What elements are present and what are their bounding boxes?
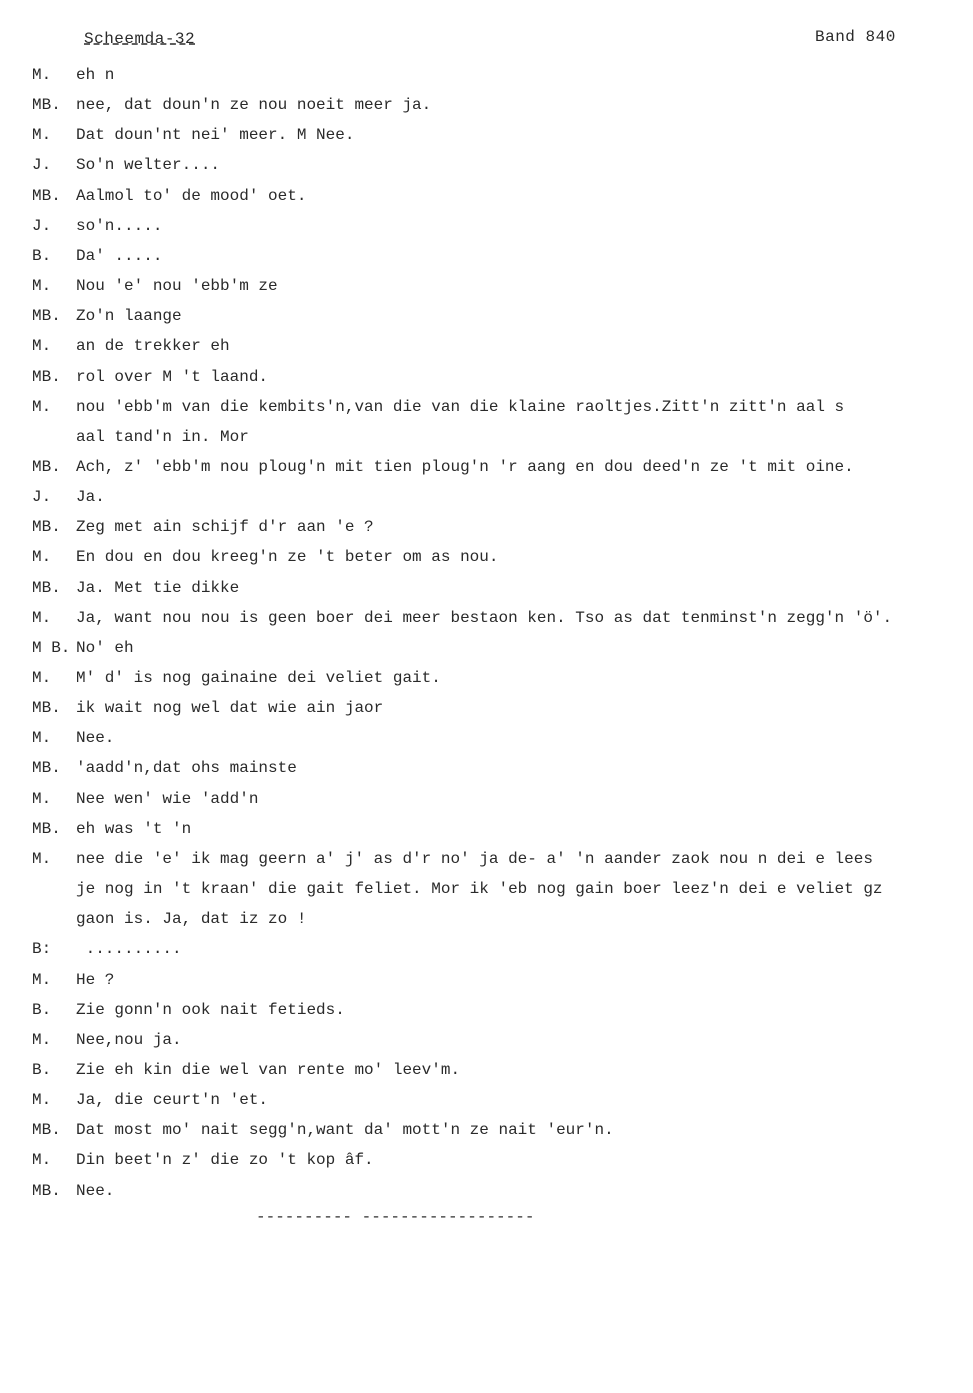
speaker-label: M.: [32, 789, 52, 808]
speaker-label: J.: [32, 156, 52, 175]
transcript-line: [0, 844, 973, 874]
transcript-line: [0, 60, 973, 90]
transcript-line: [0, 241, 973, 271]
transcript-line: [0, 603, 973, 633]
speaker-label: MB.: [32, 186, 61, 205]
speaker-label: M.: [32, 397, 52, 416]
speaker-label: M.: [32, 849, 52, 868]
speech-text: aal tand'n in. Mor: [76, 427, 249, 446]
transcript-line: [0, 512, 973, 542]
speech-text: an de trekker eh: [76, 337, 230, 356]
speech-text: nee die 'e' ik mag geern a' j' as d'r no' ja de- a' 'n aander zaok nou n dei e lees: [76, 849, 873, 868]
speech-text: Zeg met ain schijf d'r aan 'e ?: [76, 518, 374, 537]
transcript-line: [0, 663, 973, 693]
speaker-label: MB.: [32, 457, 61, 476]
speaker-label: M.: [32, 126, 52, 145]
transcript-line: [0, 693, 973, 723]
speaker-label: M.: [32, 970, 52, 989]
speech-text: M' d' is nog gainaine dei veliet gait.: [76, 669, 441, 687]
transcript-line: [0, 120, 973, 150]
speech-text: So'n welter....: [76, 156, 221, 175]
transcript-line: [0, 723, 973, 753]
transcript-line: [0, 1176, 973, 1206]
speaker-label: M.: [32, 669, 52, 687]
transcript-line: [0, 1055, 973, 1085]
speech-text: En dou en dou kreeg'n ze 't beter om as nou.: [76, 548, 499, 567]
transcript-line: [0, 301, 973, 331]
end-rule: ---------- ------------------: [256, 1208, 535, 1226]
speaker-label: B.: [32, 246, 52, 265]
speech-text: Ja, die ceurt'n 'et.: [76, 1091, 269, 1110]
speaker-label: MB.: [32, 578, 61, 597]
speech-text: 'aadd'n,dat ohs mainste: [76, 759, 297, 778]
transcript-line: [0, 1025, 973, 1055]
transcript-line: [0, 150, 973, 180]
transcript-line: [0, 90, 973, 120]
transcript-line: [0, 542, 973, 572]
speaker-label: M.: [32, 1091, 52, 1110]
speech-text: Ja. Met tie dikke: [76, 578, 240, 597]
speech-text: Nee.: [76, 729, 115, 748]
speaker-label: M.: [32, 608, 52, 627]
speech-text: Ja, want nou nou is geen boer dei meer bestaon ken. Tso as dat tenminst'n zegg'n 'ö'.: [76, 608, 893, 627]
transcript-line: [0, 422, 973, 452]
speech-text: Da' .....: [76, 246, 163, 265]
transcript-line: [0, 965, 973, 995]
transcript-line: [0, 904, 973, 934]
speaker-label: M.: [32, 1151, 52, 1170]
speech-text: Aalmol to' de mood' oet.: [76, 186, 307, 205]
speaker-label: MB.: [32, 699, 61, 718]
speech-text: gaon is. Ja, dat iz zo !: [76, 910, 307, 929]
speaker-label: M.: [32, 1030, 52, 1049]
transcript-line: [0, 1085, 973, 1115]
speech-text: Zie eh kin die wel van rente mo' leev'm.: [76, 1060, 461, 1079]
transcript-line: [0, 331, 973, 361]
speaker-label: MB.: [32, 307, 61, 326]
transcript-line: [0, 211, 973, 241]
transcript-line: [0, 452, 973, 482]
speaker-label: M.: [32, 66, 52, 84]
speech-text: nou 'ebb'm van die kembits'n,van die van die klaine raoltjes.Zitt'n zitt'n aal s: [76, 397, 845, 416]
speech-text: Din beet'n z' die zo 't kop âf.: [76, 1151, 374, 1170]
speech-text: No' eh: [76, 638, 134, 657]
speaker-label: MB.: [32, 518, 61, 537]
speaker-label: M.: [32, 337, 52, 356]
speaker-label: MB.: [32, 759, 61, 778]
transcript-line: [0, 753, 973, 783]
speaker-label: B.: [32, 1000, 52, 1019]
speech-text: Nee,nou ja.: [76, 1030, 182, 1049]
speech-text: ..........: [76, 940, 182, 959]
speech-text: Dat most mo' nait segg'n,want da' mott'n ze nait 'eur'n.: [76, 1121, 614, 1140]
transcript-line: [0, 271, 973, 301]
speech-text: nee, dat doun'n ze nou noeit meer ja.: [76, 96, 432, 115]
speaker-label: MB.: [32, 367, 61, 386]
speech-text: eh was 't 'n: [76, 819, 192, 838]
speech-text: Dat doun'nt nei' meer. M Nee.: [76, 126, 355, 145]
speaker-label: MB.: [32, 1181, 61, 1200]
speaker-label: MB.: [32, 96, 61, 115]
speech-text: Zo'n laange: [76, 307, 182, 326]
speaker-label: MB.: [32, 819, 61, 838]
transcript-line: [0, 934, 973, 964]
transcript-line: [0, 482, 973, 512]
transcript-line: [0, 874, 973, 904]
speech-text: Nee.: [76, 1181, 115, 1200]
speaker-label: M.: [32, 548, 52, 567]
transcript-line: [0, 392, 973, 422]
speech-text: ik wait nog wel dat wie ain jaor: [76, 699, 384, 718]
transcript-line: [0, 1115, 973, 1145]
transcript-line: [0, 633, 973, 663]
speech-text: Ja.: [76, 488, 105, 507]
speaker-label: B.: [32, 1060, 52, 1079]
band-number: Band 840: [815, 28, 896, 46]
speaker-label: MB.: [32, 1121, 61, 1140]
speech-text: Zie gonn'n ook nait fetieds.: [76, 1000, 345, 1019]
transcript-line: [0, 814, 973, 844]
speech-text: Nee wen' wie 'add'n: [76, 789, 259, 808]
speaker-label: J.: [32, 216, 52, 235]
speech-text: je nog in 't kraan' die gait feliet. Mor ik 'eb nog gain boer leez'n dei e veliet gz: [76, 880, 883, 898]
transcript-line: [0, 1145, 973, 1175]
transcript-line: [0, 784, 973, 814]
transcript-line: [0, 362, 973, 392]
speaker-label: J.: [32, 488, 52, 507]
speech-text: so'n.....: [76, 216, 163, 235]
speaker-label: B:: [32, 940, 52, 959]
speaker-label: M B.: [32, 638, 71, 657]
speech-text: Nou 'e' nou 'ebb'm ze: [76, 277, 278, 295]
speaker-label: M.: [32, 277, 52, 295]
speaker-label: M.: [32, 729, 52, 748]
transcript-line: [0, 181, 973, 211]
speech-text: rol over M 't laand.: [76, 367, 269, 386]
speech-text: He ?: [76, 970, 115, 989]
speech-text: Ach, z' 'ebb'm nou ploug'n mit tien ploug'n 'r aang en dou deed'n ze 't mit oine.: [76, 457, 854, 476]
transcript-line: [0, 573, 973, 603]
speech-text: eh n: [76, 66, 115, 84]
document-title: Scheemda-32: [84, 30, 196, 48]
transcript-line: [0, 995, 973, 1025]
